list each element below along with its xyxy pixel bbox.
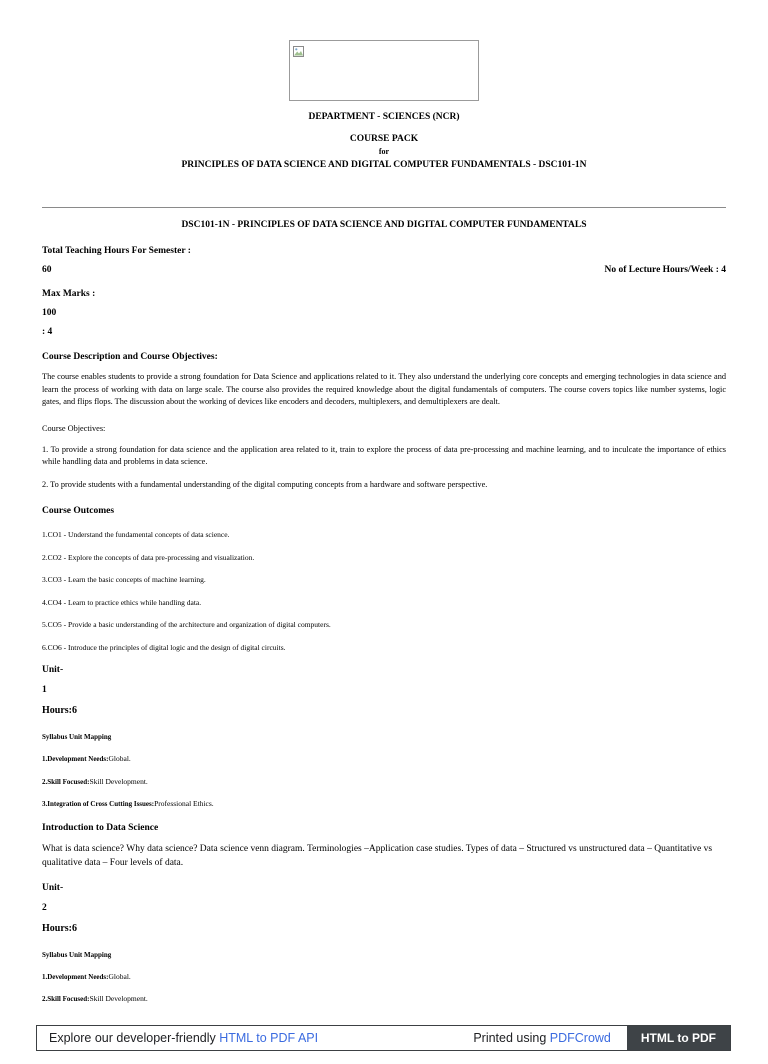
mapping-label: 1.Development Needs: — [42, 755, 109, 763]
document-page — [0, 40, 768, 1004]
pdfcrowd-footer-bar — [36, 1025, 731, 1051]
mapping-label: 2.Skill Focused: — [42, 777, 90, 786]
mapping-line — [42, 800, 726, 809]
total-hours-value: 60 — [42, 265, 52, 275]
course-pack-label: COURSE PACK — [349, 134, 419, 144]
outcome-item: 5.CO5 - Provide a basic understanding of the architecture and organization of digital computers. — [42, 620, 331, 629]
mapping-value: Global. — [108, 754, 131, 763]
outcome-item: 3.CO3 - Learn the basic concepts of machine learning. — [42, 575, 206, 584]
header-divider — [42, 207, 726, 208]
max-marks-label: Max Marks : — [42, 289, 96, 299]
objective-item: 2. To provide students with a fundamental understanding of the digital computing concepts from a hardware and software perspective. — [42, 479, 488, 489]
mapping-value: Professional Ethics. — [154, 799, 214, 808]
course-pack-title: PRINCIPLES OF DATA SCIENCE AND DIGITAL COMPUTER FUNDAMENTALS - DSC101-1N — [181, 160, 587, 170]
outcome-item: 4.CO4 - Learn to practice ethics while handling data. — [42, 597, 202, 607]
footer-right-group — [473, 1026, 730, 1050]
unit-hours: Hours:6 — [42, 922, 77, 934]
objectives-heading: Course Objectives: — [42, 423, 106, 433]
footer-left-text — [37, 1031, 318, 1045]
outcomes-heading: Course Outcomes — [42, 506, 115, 516]
unit-label: Unit- — [42, 665, 64, 675]
unit-label: Unit- — [42, 882, 64, 893]
unit-topic-text: What is data science? Why data science? Data science venn diagram. Terminologies –Application case studies. Types of data – Structured vs unstructured data – Quantitative vs qualitative data – Four levels of data. — [42, 843, 713, 868]
unit-topic-heading: Introduction to Data Science — [42, 822, 159, 833]
mapping-label: 2.Skill Focused: — [42, 995, 90, 1003]
printed-using-label: Printed using — [473, 1031, 550, 1045]
unit-number: 1 — [42, 685, 47, 695]
mapping-value: Global. — [108, 971, 131, 981]
syllabus-mapping-heading: Syllabus Unit Mapping — [42, 950, 112, 959]
html-to-pdf-button[interactable]: HTML to PDF — [627, 1026, 730, 1050]
mapping-line — [42, 995, 726, 1004]
footer-promo-text: Explore our developer-friendly — [49, 1031, 220, 1045]
mapping-value: Skill Development. — [89, 776, 148, 786]
unit-hours: Hours:6 — [42, 705, 77, 716]
outcome-item: 6.CO6 - Introduce the principles of digital logic and the design of digital circuits. — [42, 642, 286, 652]
description-heading: Course Description and Course Objectives: — [42, 352, 218, 362]
credits-value: : 4 — [42, 327, 53, 337]
course-heading: DSC101-1N - PRINCIPLES OF DATA SCIENCE AND DIGITAL COMPUTER FUNDAMENTALS — [181, 220, 587, 230]
mapping-label: 3.Integration of Cross Cutting Issues: — [42, 800, 155, 808]
pdfcrowd-link[interactable]: PDFCrowd — [549, 1031, 611, 1045]
objective-item: 1. To provide a strong foundation for data science and the application area related to it, train to explore the process of data pre-processing and machine learning, and to inculcate the importance of ethics while handling data and problems in data science. — [42, 444, 726, 466]
for-label: for — [378, 147, 390, 156]
outcome-item: 2.CO2 - Explore the concepts of data pre-processing and visualization. — [42, 552, 255, 562]
course-description: The course enables students to provide a strong foundation for Data Science and applications related to it. They also understand the underlying core concepts and emerging technologies in data science and learn the process of working with data on large scale. The course also provides the required knowledge about the digital fundamentals of computers. The course covers topics like number systems, logic gates, and flips flops. The discussion about the working of devices like encoders and decoders, multiplexers, and demultiplexers are dealt. — [42, 372, 726, 406]
mapping-line — [42, 755, 726, 764]
outcome-item: 1.CO1 - Understand the fundamental concepts of data science. — [42, 530, 230, 539]
total-hours-label: Total Teaching Hours For Semester : — [42, 246, 191, 256]
syllabus-mapping-heading: Syllabus Unit Mapping — [42, 733, 112, 741]
mapping-label: 1.Development Needs: — [42, 972, 109, 981]
unit-number: 2 — [42, 902, 47, 913]
html-to-pdf-api-link[interactable]: HTML to PDF API — [219, 1031, 319, 1045]
mapping-line — [42, 973, 726, 982]
department-title: DEPARTMENT - SCIENCES (NCR) — [308, 112, 460, 122]
mapping-value: Skill Development. — [89, 994, 148, 1003]
image-placeholder — [289, 40, 479, 101]
max-marks-value: 100 — [42, 308, 57, 318]
hours-row — [42, 265, 726, 276]
lecture-hours-per-week: No of Lecture Hours/Week : 4 — [604, 265, 726, 275]
broken-image-icon — [293, 44, 304, 62]
printed-using-text — [473, 1031, 611, 1045]
mapping-line — [42, 778, 726, 787]
